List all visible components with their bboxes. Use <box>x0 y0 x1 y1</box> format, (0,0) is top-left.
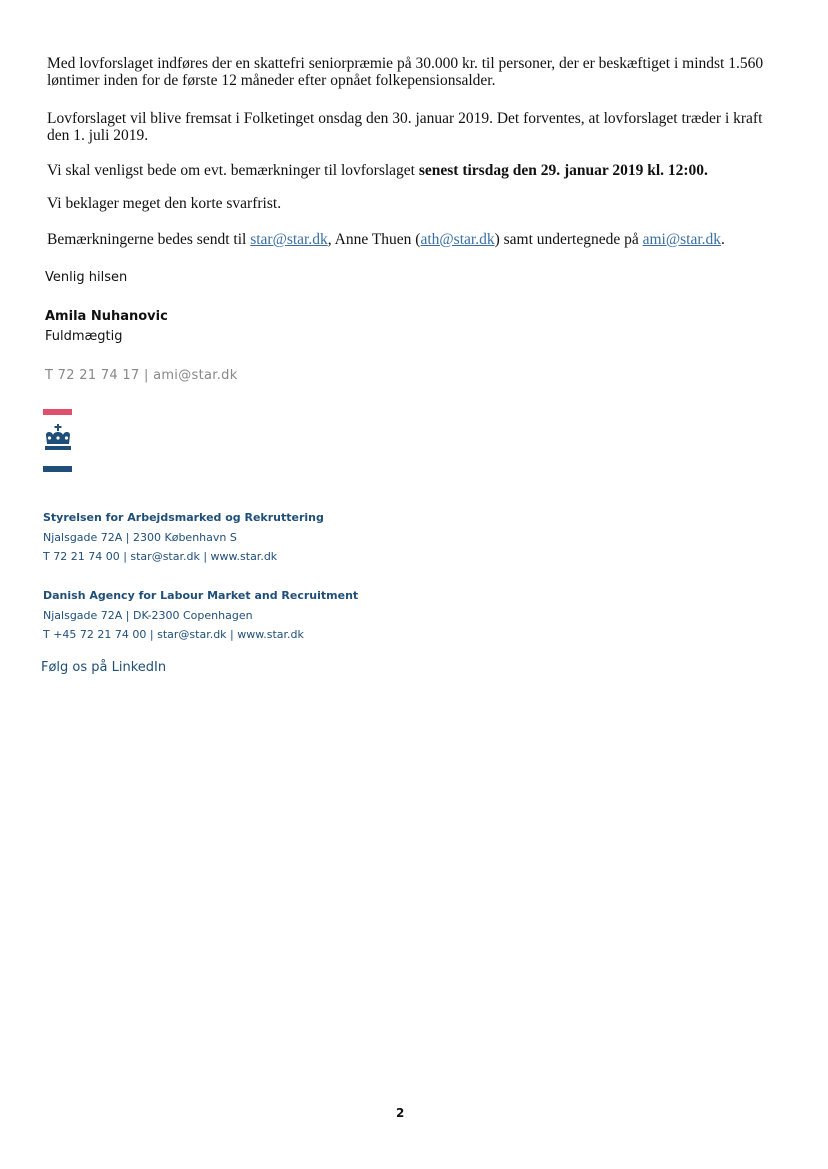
signer-name: Amila Nuhanovic <box>45 309 168 324</box>
agency-logo <box>43 408 73 476</box>
email-link-star[interactable]: star@star.dk <box>250 231 328 248</box>
linkedin-link[interactable]: Følg os på LinkedIn <box>41 660 167 675</box>
logo-bottom-bar <box>43 466 72 472</box>
org-english-name: Danish Agency for Labour Market and Recruitment <box>43 589 359 602</box>
paragraph-fremsaettelse: Lovforslaget vil blive fremsat i Folketinget onsdag den 30. januar 2019. Det forventes, at lovforslaget træder i kraft den 1. juli 2019. <box>47 110 763 144</box>
deadline-text: Vi skal venligst bede om evt. bemærkninger til lovforslaget <box>47 162 419 179</box>
org-danish-address: Njalsgade 72A | 2300 København S <box>43 530 237 544</box>
paragraph-deadline <box>47 162 767 179</box>
signer-contact: T 72 21 74 17 | ami@star.dk <box>45 368 238 383</box>
org-danish-contact: T 72 21 74 00 | star@star.dk | www.star.dk <box>43 550 278 563</box>
deadline-date: senest tirsdag den 29. januar 2019 kl. 12:00. <box>418 162 708 179</box>
send-to-text-2: , Anne Thuen ( <box>327 231 421 248</box>
send-to-text-4: . <box>721 231 725 248</box>
signer-title: Fuldmægtig <box>45 329 123 344</box>
send-to-text-3: ) samt undertegnede på <box>494 231 643 248</box>
paragraph-send-to <box>47 231 767 248</box>
crown-icon <box>45 424 71 450</box>
paragraph-apology: Vi beklager meget den korte svarfrist. <box>47 195 282 212</box>
email-link-ami[interactable]: ami@star.dk <box>642 231 722 248</box>
org-danish-name: Styrelsen for Arbejdsmarked og Rekruttering <box>43 511 324 524</box>
page-number: 2 <box>396 1106 405 1120</box>
send-to-text: Bemærkningerne bedes sendt til <box>47 231 251 248</box>
logo-top-bar <box>43 409 72 415</box>
org-english-address: Njalsgade 72A | DK-2300 Copenhagen <box>43 608 253 622</box>
org-english-contact: T +45 72 21 74 00 | star@star.dk | www.star.dk <box>43 628 304 641</box>
email-link-ath[interactable]: ath@star.dk <box>420 231 495 248</box>
greeting: Venlig hilsen <box>45 270 128 285</box>
org-danish-block <box>43 508 324 567</box>
org-english-block <box>43 586 358 645</box>
paragraph-seniorpraemie: Med lovforslaget indføres der en skattefri seniorpræmie på 30.000 kr. til personer, der er beskæftiget i mindst 1.560 løntimer inden for de første 12 måneder efter opnået folkepensionsalder. <box>47 55 764 89</box>
